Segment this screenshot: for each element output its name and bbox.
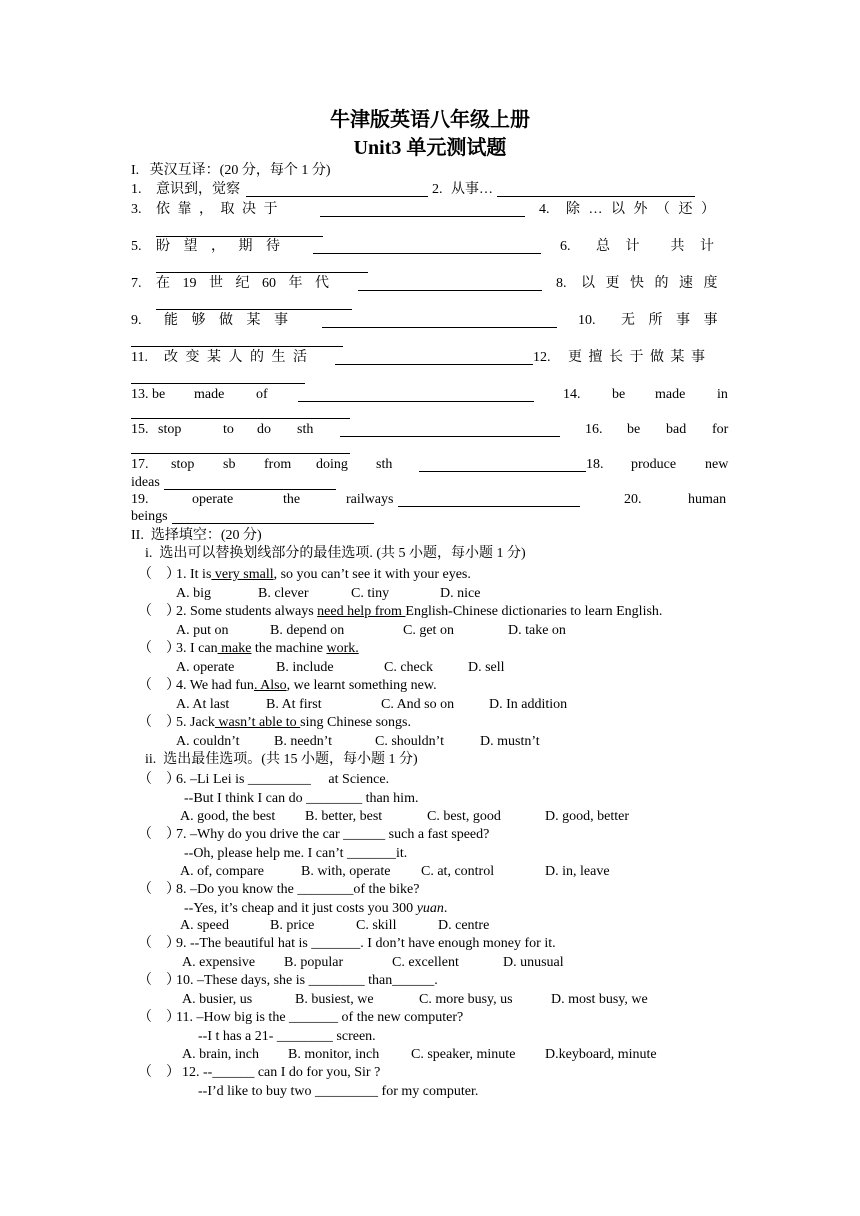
option-b[interactable]: B. price [270, 918, 315, 933]
page-title: 牛津版英语八年级上册 [330, 109, 530, 131]
section-2-heading: II. 选择填空：(20 分) [131, 528, 262, 543]
option-c[interactable]: C. speaker, minute [411, 1047, 516, 1062]
option-b[interactable]: B. include [276, 660, 334, 675]
option-c[interactable]: C. check [384, 660, 433, 675]
answer-paren[interactable]: （ ） [138, 604, 180, 619]
question-12-reply: --I’d like to buy two _________ for my computer. [198, 1084, 479, 1099]
item-3-number: 3. [131, 202, 142, 217]
option-b[interactable]: B. clever [258, 586, 309, 601]
item-3-answer-line[interactable] [320, 216, 525, 217]
option-a[interactable]: A. expensive [182, 955, 256, 970]
option-b[interactable]: B. monitor, inch [288, 1047, 380, 1062]
answer-paren[interactable]: （ ） [138, 882, 180, 897]
answer-paren[interactable]: （ ） [138, 678, 180, 693]
item-5-answer-line[interactable] [313, 253, 541, 254]
item-17-word: sth [376, 457, 393, 472]
answer-paren[interactable]: （ ） [138, 641, 180, 656]
item-12-answer-line[interactable] [131, 383, 305, 384]
item-5-prompt: 盼 望 ， 期 待 [156, 239, 280, 254]
item-13-word: made [194, 387, 225, 402]
option-a[interactable]: A. good, the best [180, 809, 276, 824]
item-15-word: to [223, 422, 234, 437]
item-12-prompt: 更 擅 长 于 做 某 事 [568, 350, 705, 365]
question-8: 8. –Do you know the ________of the bike? [176, 882, 420, 897]
option-b[interactable]: B. popular [284, 955, 344, 970]
item-19-answer-line[interactable] [398, 506, 580, 507]
option-b[interactable]: B. At first [266, 697, 322, 712]
item-1-prompt: 意识到，觉察 [156, 182, 240, 197]
question-2: 2. Some students always need help from English-Chinese dictionaries to learn English. [176, 604, 663, 619]
option-c[interactable]: C. best, good [427, 809, 501, 824]
option-a[interactable]: A. put on [176, 623, 229, 638]
item-9-answer-line[interactable] [322, 327, 557, 328]
item-4-number: 4. [539, 202, 550, 217]
item-15-word: sth [297, 422, 314, 437]
item-8-answer-line[interactable] [156, 309, 352, 310]
item-7-number: 7. [131, 276, 142, 291]
question-8-reply: --Yes, it’s cheap and it just costs you 300 yuan. [184, 901, 448, 916]
item-2-number: 2. [432, 182, 443, 197]
option-d[interactable]: D. centre [438, 918, 490, 933]
option-c[interactable]: C. skill [356, 918, 397, 933]
option-d[interactable]: D. unusual [503, 955, 564, 970]
item-20-word: human [688, 492, 727, 507]
page-subtitle: Unit3 单元测试题 [353, 137, 507, 159]
item-3-prompt: 依 靠 ， 取 决 于 [156, 202, 278, 217]
item-5-number: 5. [131, 239, 142, 254]
option-a[interactable]: A. couldn’t [176, 734, 240, 749]
item-17-word: from [264, 457, 292, 472]
item-15-answer-line[interactable] [340, 436, 560, 437]
item-11-prompt: 改 变 某 人 的 生 活 [164, 350, 307, 365]
item-10-number: 10. [578, 313, 596, 328]
item-18-answer-line[interactable] [164, 489, 336, 490]
item-7-prompt: 在 19 世 纪 60 年 代 [156, 276, 329, 291]
item-10-answer-line[interactable] [131, 346, 343, 347]
item-17-word: stop [171, 457, 195, 472]
option-a[interactable]: A. of, compare [180, 864, 264, 879]
option-c[interactable]: C. shouldn’t [375, 734, 444, 749]
item-13-word: be [152, 387, 166, 402]
item-19-word: the [283, 492, 301, 507]
answer-paren[interactable]: （ ） [138, 827, 180, 842]
item-2-prompt: 从事… [451, 182, 493, 197]
item-12-number: 12. [533, 350, 551, 365]
option-b[interactable]: B. needn’t [274, 734, 333, 749]
option-a[interactable]: A. At last [176, 697, 230, 712]
item-17-number: 17. [131, 457, 149, 472]
option-b[interactable]: B. depend on [270, 623, 345, 638]
item-17-word: sb [223, 457, 236, 472]
item-7-answer-line[interactable] [358, 290, 542, 291]
answer-paren[interactable]: （ ） [138, 772, 180, 787]
question-9: 9. --The beautiful hat is _______. I don’t have enough money for it. [176, 936, 556, 951]
option-d[interactable]: D. in, leave [545, 864, 610, 879]
question-7-reply: --Oh, please help me. I can’t _______it. [184, 846, 408, 861]
item-19-word: operate [192, 492, 234, 507]
option-c[interactable]: C. at, control [421, 864, 495, 879]
item-6-answer-line[interactable] [156, 272, 368, 273]
item-15-word: stop [158, 422, 182, 437]
item-14-answer-line[interactable] [131, 418, 350, 419]
item-1-answer-line[interactable] [246, 196, 428, 197]
option-d[interactable]: D. In addition [489, 697, 568, 712]
option-a[interactable]: A. big [176, 586, 211, 601]
item-14-word: in [717, 387, 728, 402]
question-5: 5. Jack wasn’t able to sing Chinese songs. [176, 715, 412, 730]
question-11: 11. –How big is the _______ of the new computer? [176, 1010, 464, 1025]
answer-paren[interactable]: （ ） [138, 1010, 180, 1025]
item-4-prompt: 除 … 以 外 （ 还 ） [566, 202, 715, 217]
option-a[interactable]: A. brain, inch [182, 1047, 259, 1062]
item-10-prompt: 无 所 事 事 [621, 313, 718, 328]
section-1-heading: I. 英汉互译：(20 分，每个 1 分) [131, 163, 331, 178]
answer-paren[interactable]: （ ） [138, 936, 180, 951]
item-18-word: produce [631, 457, 677, 472]
option-d[interactable]: D. good, better [545, 809, 629, 824]
option-d[interactable]: D. sell [468, 660, 505, 675]
option-a[interactable]: A. busier, us [182, 992, 253, 1007]
item-6-prompt: 总 计 共 计 [596, 239, 714, 254]
item-13-word: of [256, 387, 268, 402]
item-18-word: ideas [131, 475, 160, 490]
item-14-word: made [655, 387, 686, 402]
item-8-number: 8. [556, 276, 567, 291]
option-d[interactable]: D. nice [440, 586, 481, 601]
answer-paren[interactable]: （ ） [138, 973, 180, 988]
item-20-number: 20. [624, 492, 642, 507]
question-6-reply: --But I think I can do ________ than him. [184, 791, 419, 806]
option-b[interactable]: B. better, best [305, 809, 383, 824]
item-19-number: 19. [131, 492, 149, 507]
option-c[interactable]: C. more busy, us [419, 992, 513, 1007]
item-4-answer-line[interactable] [156, 236, 323, 237]
item-14-word: be [612, 387, 626, 402]
option-c[interactable]: C. excellent [392, 955, 459, 970]
item-14-number: 14. [563, 387, 581, 402]
option-d[interactable]: D.keyboard, minute [545, 1047, 657, 1062]
question-7: 7. –Why do you drive the car ______ such a fast speed? [176, 827, 490, 842]
item-17-word: doing [316, 457, 348, 472]
question-1: 1. It is very small, so you can’t see it with your eyes. [176, 567, 471, 582]
section-2-part-1-heading: i. 选出可以替换划线部分的最佳选项. (共 5 小题，每小题 1 分) [145, 546, 526, 561]
question-3: 3. I can make the machine work. [176, 641, 359, 656]
item-9-prompt: 能 够 做 某 事 [164, 313, 288, 328]
question-12: 12. --______ can I do for you, Sir ? [182, 1065, 381, 1080]
item-15-word: do [257, 422, 271, 437]
item-11-answer-line[interactable] [335, 364, 533, 365]
item-9-number: 9. [131, 313, 142, 328]
item-13-number: 13. [131, 387, 149, 402]
item-1-number: 1. [131, 182, 142, 197]
question-6: 6. –Li Lei is _________ at Science. [176, 772, 390, 787]
item-6-number: 6. [560, 239, 571, 254]
item-20-answer-line[interactable] [172, 523, 374, 524]
option-a[interactable]: A. operate [176, 660, 235, 675]
item-8-prompt: 以 更 快 的 速 度 [581, 276, 718, 291]
option-c[interactable]: C. get on [403, 623, 454, 638]
item-11-number: 11. [131, 350, 148, 365]
question-10: 10. –These days, she is ________ than______. [176, 973, 438, 988]
item-2-answer-line[interactable] [497, 196, 695, 197]
option-d[interactable]: D. mustn’t [480, 734, 540, 749]
item-16-word: for [712, 422, 729, 437]
answer-paren[interactable]: （ ） [138, 1065, 180, 1080]
question-11-reply: --I t has a 21- ________ screen. [198, 1029, 376, 1044]
item-16-answer-line[interactable] [131, 453, 350, 454]
section-2-part-2-heading: ii. 选出最佳选项。(共 15 小题，每小题 1 分) [145, 752, 418, 767]
item-18-word: new [705, 457, 729, 472]
option-d[interactable]: D. most busy, we [551, 992, 648, 1007]
option-b[interactable]: B. busiest, we [295, 992, 374, 1007]
item-17-answer-line[interactable] [419, 471, 586, 472]
item-19-word: railways [346, 492, 394, 507]
option-a[interactable]: A. speed [180, 918, 229, 933]
item-13-answer-line[interactable] [298, 401, 534, 402]
option-b[interactable]: B. with, operate [301, 864, 391, 879]
item-20-word: beings [131, 509, 168, 524]
item-15-number: 15. [131, 422, 149, 437]
item-16-number: 16. [585, 422, 603, 437]
answer-paren[interactable]: （ ） [138, 715, 180, 730]
option-d[interactable]: D. take on [508, 623, 566, 638]
item-16-word: bad [666, 422, 687, 437]
item-18-number: 18. [586, 457, 604, 472]
answer-paren[interactable]: （ ） [138, 567, 180, 582]
item-16-word: be [627, 422, 641, 437]
option-c[interactable]: C. And so on [381, 697, 455, 712]
question-4: 4. We had fun. Also, we learnt something new. [176, 678, 437, 693]
option-c[interactable]: C. tiny [351, 586, 390, 601]
